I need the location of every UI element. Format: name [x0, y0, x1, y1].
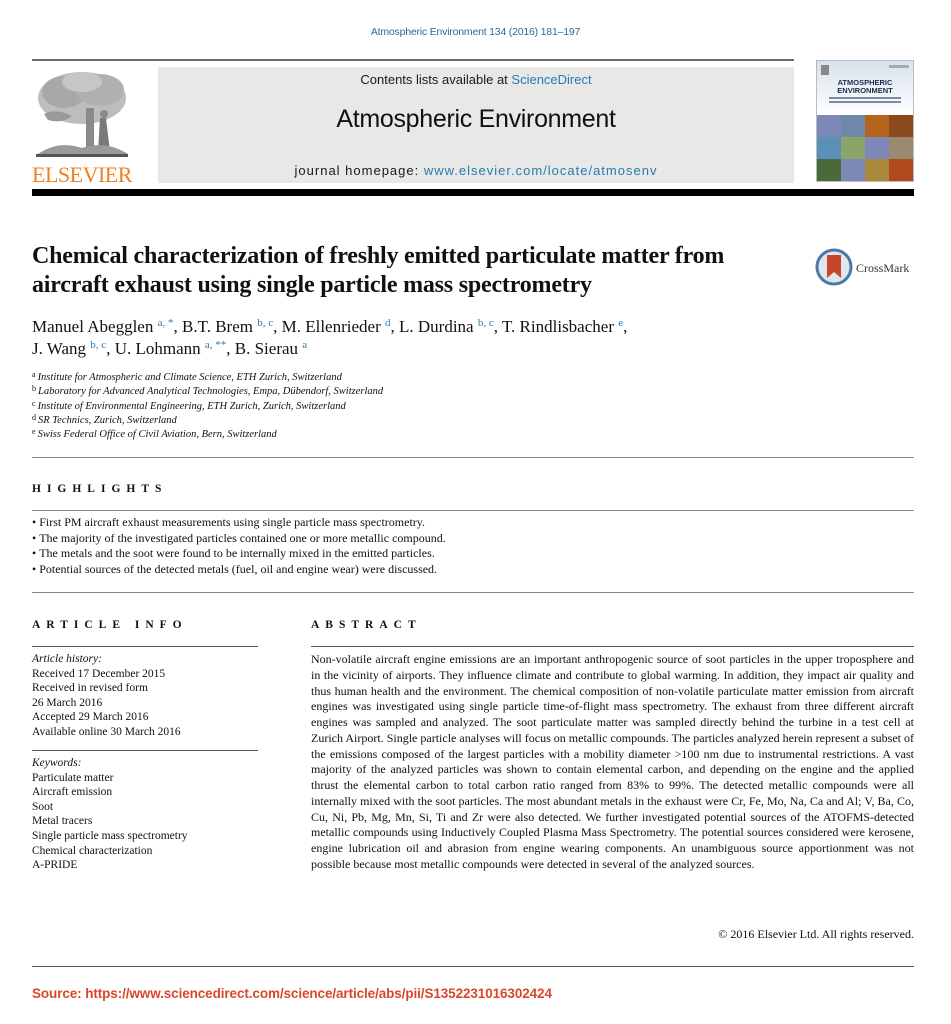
cover-tile — [841, 159, 865, 181]
cover-title-line1: ATMOSPHERIC — [837, 78, 893, 87]
article-title: Chemical characterization of freshly emitted particulate matter from aircraft exhaust using single particle mass spectrometry — [32, 243, 725, 298]
article-history-label: Article history: — [32, 653, 102, 665]
abstract-heading: ABSTRACT — [311, 619, 422, 631]
history-entry: Available online 30 March 2016 — [32, 725, 181, 738]
keyword-item[interactable]: A-PRIDE — [32, 859, 78, 872]
affiliation-key: d — [32, 412, 36, 422]
author-separator: , — [273, 317, 282, 336]
article-info-heading: ARTICLE INFO — [32, 619, 188, 631]
history-entry: Received 17 December 2015 — [32, 667, 166, 680]
history-entry: Received in revised form — [32, 682, 148, 695]
author-affiliation-marker[interactable]: b, c — [90, 339, 107, 351]
cover-tile — [865, 115, 889, 137]
cover-image-grid — [817, 115, 913, 181]
highlights-list — [32, 515, 912, 578]
cover-tile — [817, 159, 841, 181]
author-name[interactable]: B.T. Brem — [181, 317, 253, 336]
keyword-item[interactable]: Particulate matter — [32, 771, 114, 784]
cover-subtitle-lines — [829, 97, 901, 99]
cover-tile — [817, 115, 841, 137]
journal-title: Atmospheric Environment — [336, 105, 616, 133]
affiliation-list — [32, 371, 632, 442]
author-name[interactable]: J. Wang — [32, 339, 87, 358]
cover-header — [817, 61, 913, 115]
crossmark-icon — [815, 248, 853, 286]
abstract-text: Non-volatile aircraft engine emissions are an important anthropogenic source of soot particles in the upper troposphere and in the vicinity of airports. They influence climate and contribute to global warming. In addition, they impact air quality and thus human health and the environment. The chemical composition of non-volatile particulate matter emission from aircraft engines was investigated using single particle time-of-flight mass spectrometry. The exhaust from three different aircraft engines was sampled and analyzed. The soot particulate matter was sampled directly behind the turbine in a test cell at Zurich Airport. Single particle analyses will focus on metallic compounds. The particles analyzed herein represent a subset of the emissions composed of the largest particles with a mobility diameter >100 nm due to instrumental restrictions. A vast majority of the analyzed particles was shown to contain elemental carbon, and depending on the engine and the applied thrust the elemental carbon to total carbon ratio ranged from 83% to 99%. The detected metallic compounds were all internally mixed with the soot particles. The most abundant metals in the exhaust were Cr, Fe, Mo, Na, Ca and Al; V, Ba, Co, Cu, Ni, Pb, Mg, Mn, Si, Ti and Zr were also detected. We further investigated potential sources of the ATOFMS-detected metallic compounds using Inductively Coupled Plasma Mass Spectrometry. The potential sources considered were kerosene, engine lubrication oil and abrasion from engine wearing components. An unambiguous source apportionment was not possible because most metallic compounds were detected in several of the analyzed sources. — [311, 652, 914, 871]
header-rule — [32, 59, 794, 61]
author-separator: , — [493, 317, 502, 336]
author-affiliation-marker[interactable]: b, c — [477, 317, 494, 329]
author-name[interactable]: U. Lohmann — [114, 339, 201, 358]
highlight-item: • The majority of the investigated particles contained one or more metallic compound. — [32, 531, 912, 547]
article-info-rule — [32, 646, 258, 647]
cover-tile — [865, 137, 889, 159]
cover-tile — [841, 137, 865, 159]
homepage-line — [158, 163, 794, 178]
source-link[interactable]: Source: https://www.sciencedirect.com/science/article/abs/pii/S1352231016302424 — [32, 986, 552, 1001]
cover-issn-mark — [889, 65, 909, 68]
homepage-prefix: journal homepage: — [294, 163, 424, 178]
cover-title-line2: ENVIRONMENT — [837, 86, 893, 95]
affiliation-text: Institute of Environmental Engineering, ETH Zurich, Zurich, Switzerland — [37, 400, 346, 412]
keyword-item[interactable]: Aircraft emission — [32, 786, 113, 799]
journal-masthead — [158, 67, 794, 183]
sciencedirect-link[interactable]: ScienceDirect — [511, 72, 592, 87]
highlights-bottom-divider — [32, 592, 914, 593]
homepage-link[interactable]: www.elsevier.com/locate/atmosenv — [423, 163, 658, 178]
elsevier-wordmark: ELSEVIER — [32, 162, 132, 187]
keyword-item[interactable]: Chemical characterization — [32, 844, 153, 857]
author-separator: , — [173, 317, 182, 336]
history-entry: Accepted 29 March 2016 — [32, 711, 149, 724]
affiliation-item — [32, 385, 632, 399]
author-affiliation-marker[interactable]: e — [618, 317, 624, 329]
cover-tile — [865, 159, 889, 181]
author-affiliation-marker[interactable]: b, c — [257, 317, 274, 329]
author-separator: , — [390, 317, 399, 336]
keyword-item[interactable]: Metal tracers — [32, 815, 93, 828]
keyword-item[interactable]: Single particle mass spectrometry — [32, 829, 188, 842]
affiliation-text: SR Technics, Zurich, Switzerland — [38, 414, 177, 426]
article-history — [32, 652, 258, 740]
author-name[interactable]: Manuel Abegglen — [32, 317, 154, 336]
crossmark-label: CrossMark — [856, 261, 910, 275]
author-separator: , — [106, 339, 115, 358]
cover-publisher-icon — [821, 65, 829, 75]
cover-tile — [889, 137, 913, 159]
author-affiliation-marker[interactable]: a, ** — [204, 339, 227, 351]
highlight-item: • Potential sources of the detected metals (fuel, oil and engine wear) were discussed. — [32, 562, 912, 578]
author-name[interactable]: L. Durdina — [399, 317, 474, 336]
author-name[interactable]: T. Rindlisbacher — [501, 317, 614, 336]
contents-prefix: Contents lists available at — [360, 72, 512, 87]
affiliation-item — [32, 414, 632, 428]
author-list — [32, 316, 832, 360]
keyword-item[interactable]: Soot — [32, 800, 54, 813]
author-affiliation-marker[interactable]: d — [385, 317, 391, 329]
author-name[interactable]: M. Ellenrieder — [281, 317, 381, 336]
abstract-rule — [311, 646, 914, 647]
author-separator: , — [623, 317, 628, 336]
author-name[interactable]: B. Sierau — [234, 339, 299, 358]
journal-citation[interactable]: Atmospheric Environment 134 (2016) 181–197 — [370, 26, 581, 38]
footer-rule — [32, 966, 914, 967]
copyright-notice: © 2016 Elsevier Ltd. All rights reserved. — [718, 927, 914, 941]
section-divider — [32, 457, 914, 458]
affiliation-item — [32, 371, 632, 385]
affiliation-text: Institute for Atmospheric and Climate Science, ETH Zurich, Switzerland — [37, 372, 342, 383]
author-separator: , — [226, 339, 235, 358]
affiliation-text: Laboratory for Advanced Analytical Technologies, Empa, Dübendorf, Switzerland — [38, 386, 384, 398]
cover-tile — [841, 115, 865, 137]
cover-tile — [889, 159, 913, 181]
history-entry: 26 March 2016 — [32, 696, 103, 709]
author-affiliation-marker[interactable]: a — [302, 339, 308, 351]
contents-line — [158, 72, 794, 87]
cover-title — [817, 79, 913, 95]
masthead-bottom-rule — [32, 189, 914, 196]
cover-tile — [817, 137, 841, 159]
crossmark-button[interactable] — [815, 248, 915, 288]
elsevier-logo[interactable] — [30, 66, 134, 186]
affiliation-item — [32, 400, 632, 414]
highlights-divider — [32, 510, 914, 511]
affiliation-key: c — [32, 398, 36, 408]
journal-cover[interactable] — [816, 60, 914, 182]
highlight-item: • The metals and the soot were found to be internally mixed in the emitted particles. — [32, 546, 912, 562]
keywords-label: Keywords: — [32, 757, 82, 769]
keywords-rule — [32, 750, 258, 751]
author-affiliation-marker[interactable]: a, * — [157, 317, 174, 329]
affiliation-key: a — [32, 370, 36, 379]
affiliation-text: Swiss Federal Office of Civil Aviation, Bern, Switzerland — [37, 429, 277, 441]
elsevier-tree-icon — [34, 68, 130, 162]
cover-tile — [889, 115, 913, 137]
affiliation-item — [32, 428, 632, 442]
affiliation-key: b — [32, 384, 36, 394]
highlights-heading: HIGHLIGHTS — [32, 483, 168, 495]
keywords-block — [32, 756, 258, 873]
affiliation-key: e — [32, 427, 36, 437]
highlight-item: • First PM aircraft exhaust measurements using single particle mass spectrometry. — [32, 515, 912, 531]
